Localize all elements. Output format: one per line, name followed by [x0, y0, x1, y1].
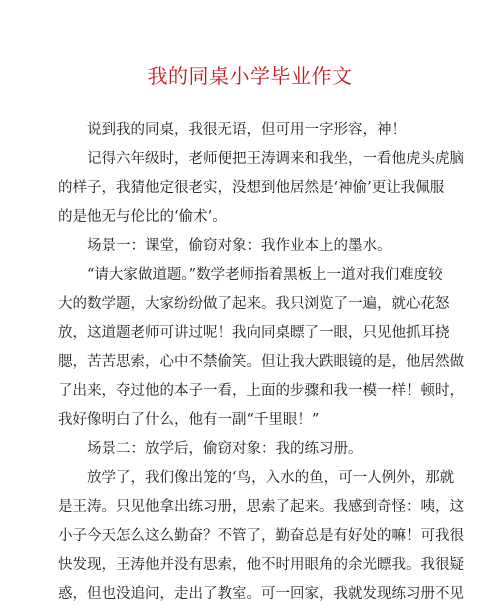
body-line: 场景二：放学后，偷窃对象：我的练习册。 — [87, 441, 363, 457]
body-line: 记得六年级时，老师便把王涛调来和我坐，一看他虎头虎脑 — [87, 151, 464, 167]
body-line: 场景一：课堂，偷窃对象：我作业本上的墨水。 — [87, 238, 392, 254]
body-line: 小子今天怎么这么勤奋？不管了，勤奋总是有好处的嘛！可我很 — [58, 528, 464, 544]
body-line: 惑，但也没追问，走出了教室。可一回家，我就发现练习册不见 — [58, 586, 464, 602]
body-line: 放，这道题老师可讲过呢！我向同桌瞟了一眼，只见他抓耳挠 — [58, 325, 450, 341]
article-title: 我的同桌小学毕业作文 — [147, 64, 353, 88]
body-line: 的是他无与伦比的‘偷术’。 — [58, 209, 227, 225]
body-line: 放学了，我们像出笼的‘鸟，入水的鱼，可一人例外，那就 — [87, 470, 455, 486]
body-line: 快发现，王涛他并没有思索，他不时用眼角的余光瞟我。我很疑 — [58, 557, 464, 573]
body-line: 说到我的同桌，我很无语，但可用一字形容，神！ — [87, 122, 406, 138]
body-line: 了出来，夺过他的本子一看，上面的步骤和我一模一样！顿时， — [58, 383, 464, 399]
body-line: 我好像明白了什么，他有一副“千里眼！” — [58, 412, 320, 428]
body-line: 的样子，我猜他定很老实，没想到他居然是‘神偷’更让我佩服 — [58, 180, 445, 196]
body-line: 大的数学题，大家纷纷做了起来。我只浏览了一遍，就心花怒 — [58, 296, 450, 312]
body-line: “请大家做道题。”数学老师指着黑板上一道对我们难度较 — [87, 267, 443, 283]
article-body — [58, 116, 464, 609]
body-line: 是王涛。只见他拿出练习册，思索了起来。我感到奇怪：咦，这 — [58, 499, 464, 515]
body-line: 腮，苦苦思索，心中不禁偷笑。但让我大跌眼镜的是，他居然做 — [58, 354, 464, 370]
